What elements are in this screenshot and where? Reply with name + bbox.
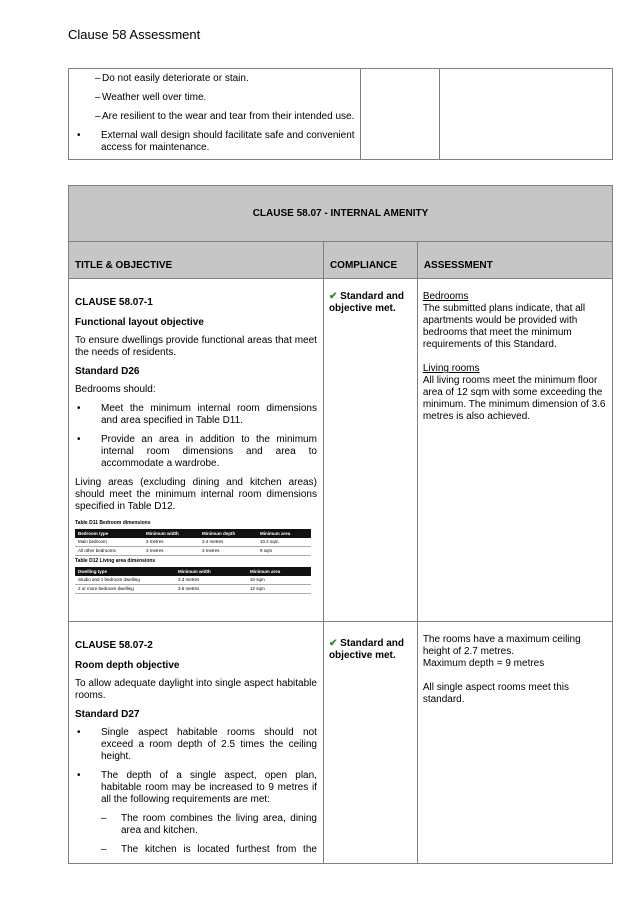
table-cell: 10.2 sqm [260,539,279,544]
bullet-marker: • [77,727,81,738]
dash-marker: – [101,844,107,855]
standard-intro: Bedrooms should: [75,384,156,395]
table-header-cell: Bedroom type [78,530,109,536]
table-row [75,538,311,547]
assessment-text-living: All living rooms meet the minimum floor area of 12 sqm with some exceeding the minimum. The minimum dimension of 3.6 metres is also achieved. [422,375,606,422]
dash-item-text: Weather well over time. [102,92,207,103]
table-header-cell: Minimum area [250,568,281,574]
bullet-list-item [75,727,317,763]
dash-marker: – [101,813,107,824]
assessment-text: The rooms have a maximum ceiling height of 2.7 metres. [422,634,581,657]
sub-dash-text: The kitchen is located furthest from the [121,844,317,855]
assessment-text: All single aspect rooms meet this standard. [422,682,569,705]
dash-item-text: Do not easily deteriorate or stain. [102,73,249,84]
objective-text: To ensure dwellings provide functional areas that meet the needs of residents. [75,335,317,358]
check-icon: ✔ [328,291,338,302]
check-icon: ✔ [328,638,338,649]
assessment-text: Maximum depth = 9 metres [422,658,545,669]
objective-text: To allow adequate daylight into single aspect habitable rooms. [75,678,317,701]
table-cell: 10 sqm [250,577,265,582]
dash-list-item [75,111,355,123]
col-header-compliance: COMPLIANCE [323,242,417,279]
table-cell: 9 sqm [260,548,273,553]
page-header: Clause 58 Assessment [68,27,201,42]
objective-title: Functional layout objective [75,317,204,328]
section-title: CLAUSE 58.07 - INTERNAL AMENITY [69,186,613,242]
continuation-compliance-cell [360,69,440,160]
table-header-cell: Minimum width [178,568,211,574]
continuation-table [68,68,613,160]
bullet-item-text: Meet the minimum internal room dimensions and area specified in Table D11. [101,403,317,426]
bullet-marker: • [77,770,81,781]
table-header-cell: Minimum width [146,530,179,536]
dash-item-text: Are resilient to the wear and tear from their intended use. [102,111,355,122]
table-row [75,585,311,594]
bullet-marker: • [77,434,81,445]
compliance-cell [323,279,417,622]
assessment-cell [417,622,612,864]
table-header-cell: Minimum area [260,530,291,536]
sub-dash-item [75,813,317,837]
table-cell: All other bedrooms [78,548,116,553]
col-header-title-objective: TITLE & OBJECTIVE [69,242,324,279]
bullet-item-text: External wall design should facilitate safe and convenient access for maintenance. [101,130,355,153]
bullet-list-item [75,403,317,427]
standard-label: Standard D26 [75,366,140,377]
objective-cell [69,622,324,864]
table-cell: 12 sqm [250,586,265,591]
dash-marker: – [95,92,101,103]
compliance-cell [323,622,417,864]
assessment-cell [417,279,612,622]
table-cell: Studio and 1 bedroom dwelling [78,577,140,582]
assessment-heading-bedrooms: Bedrooms [422,291,469,302]
bullet-marker: • [77,130,81,141]
sub-dash-item [75,844,317,856]
table-d11-header-row [75,529,311,538]
assessment-heading-living: Living rooms [422,363,480,374]
bullet-marker: • [77,403,81,414]
internal-amenity-table [68,185,613,864]
table-cell: 3.4 metres [202,539,224,544]
compliance-text: Standard and objective met. [328,638,405,661]
table-row [75,576,311,585]
table-d11-title: Table D11 Bedroom dimensions [75,520,151,526]
standard-label: Standard D27 [75,709,140,720]
table-cell: 2 or more bedroom dwelling [78,586,134,591]
table-cell: 3 metres [146,548,164,553]
col-header-assessment: ASSESSMENT [417,242,612,279]
clause-number: CLAUSE 58.07-1 [75,297,153,308]
living-areas-text: Living areas (excluding dining and kitchen areas) should meet the minimum internal room dimensions specified in Table D12. [75,477,317,512]
clause-number: CLAUSE 58.07-2 [75,640,153,651]
table-cell: 3.3 metres [178,577,200,582]
bullet-list-item [75,434,317,470]
table-cell: Main bedroom [78,539,107,544]
dash-list-item [75,73,355,85]
bullet-item-text: The depth of a single aspect, open plan, habitable room may be increased to 9 metres if all the following requirements are met: [101,770,317,805]
table-cell: 3 metres [146,539,164,544]
continuation-cell [69,69,361,160]
compliance-text: Standard and objective met. [328,291,405,314]
bullet-item-text: Single aspect habitable rooms should not exceed a room depth of 2.5 times the ceiling height. [101,727,317,762]
table-cell: 3 metres [202,548,220,553]
continuation-assessment-cell [440,69,613,160]
bullet-list-item [75,770,317,806]
sub-dash-text: The room combines the living area, dining area and kitchen. [121,813,317,836]
dash-list-item [75,92,355,104]
dash-marker: – [95,111,101,122]
bullet-item-text: Provide an area in addition to the minimum internal room dimensions and area to accommodate a wardrobe. [101,434,317,469]
table-header-cell: Minimum depth [202,530,236,536]
table-header-cell: Dwelling type [78,568,108,574]
objective-cell [69,279,324,622]
assessment-text-bedrooms: The submitted plans indicate, that all apartments would be provided with bedrooms that meet the minimum requirements of this Standard. [422,303,586,350]
table-cell: 3.6 metres [178,586,200,591]
objective-title: Room depth objective [75,660,180,671]
bullet-list-item [75,130,355,154]
table-d12-title: Table D12 Living area dimensions [75,558,156,564]
table-d12-header-row [75,567,311,576]
dash-marker: – [95,73,101,84]
table-row [75,547,311,556]
table-d11 [75,520,311,594]
